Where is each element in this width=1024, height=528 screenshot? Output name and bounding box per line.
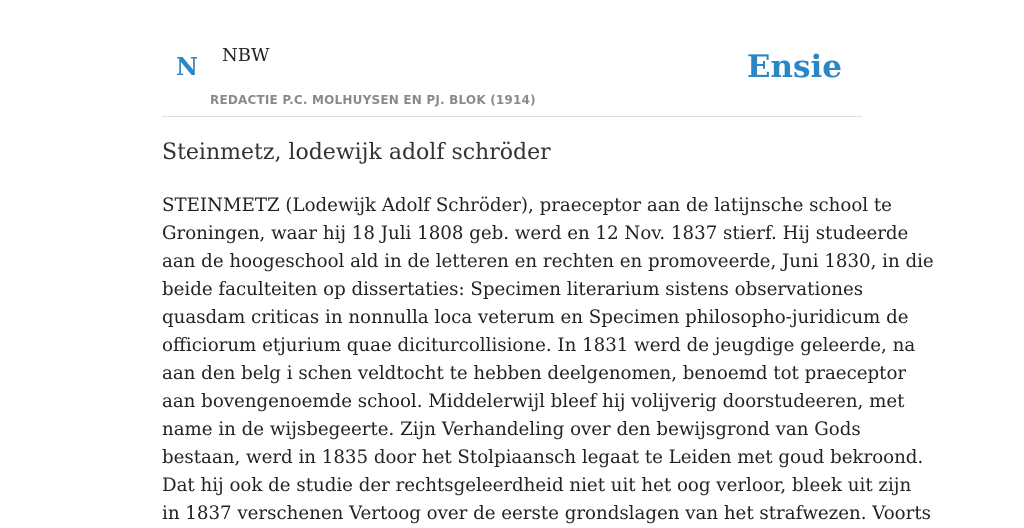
source-name[interactable]: NBW: [222, 45, 270, 66]
article-line: beide faculteiten op dissertaties: Specimen literarium sistens observationes: [162, 279, 864, 300]
article-line: quasdam criticas in nonnulla loca veterum en Specimen philosopho-juridicum de: [162, 307, 909, 328]
ensie-brand-link[interactable]: Ensie: [746, 49, 842, 85]
article-line: aan de hoogeschool ald in de letteren en rechten en promoveerde, Juni 1830, in die: [162, 251, 934, 272]
article-line: aan den belg i schen veldtocht te hebben deelgenomen, benoemd tot praeceptor: [162, 363, 907, 384]
article-body: [162, 192, 934, 528]
article-line: officiorum etjurium quae diciturcollisione. In 1831 werd de jeugdige geleerde, na: [162, 335, 916, 356]
source-logo-icon[interactable]: N: [176, 52, 198, 81]
article-line: STEINMETZ (Lodewijk Adolf Schröder), praeceptor aan de latijnsche school te: [162, 195, 892, 216]
article-line: name in de wijsbegeerte. Zijn Verhandeling over den bewijsgrond van Gods: [162, 419, 861, 440]
site-header: [162, 0, 862, 117]
article-title: Steinmetz, lodewijk adolf schröder: [162, 140, 551, 165]
article-line: in 1837 verschenen Vertoog over de eerste grondslagen van het strafwezen. Voorts: [162, 503, 931, 524]
article-line: Dat hij ook de studie der rechtsgeleerdheid niet uit het oog verloor, bleek uit zijn: [162, 475, 912, 496]
article-line: aan bovengenoemde school. Middelerwijl bleef hij volijverig doorstudeeren, met: [162, 391, 905, 412]
article-line: Groningen, waar hij 18 Juli 1808 geb. werd en 12 Nov. 1837 stierf. Hij studeerde: [162, 223, 909, 244]
article-line: bestaan, werd in 1835 door het Stolpiaansch legaat te Leiden met goud bekroond.: [162, 447, 924, 468]
source-subtitle: REDACTIE P.C. MOLHUYSEN EN PJ. BLOK (1914): [210, 93, 536, 107]
